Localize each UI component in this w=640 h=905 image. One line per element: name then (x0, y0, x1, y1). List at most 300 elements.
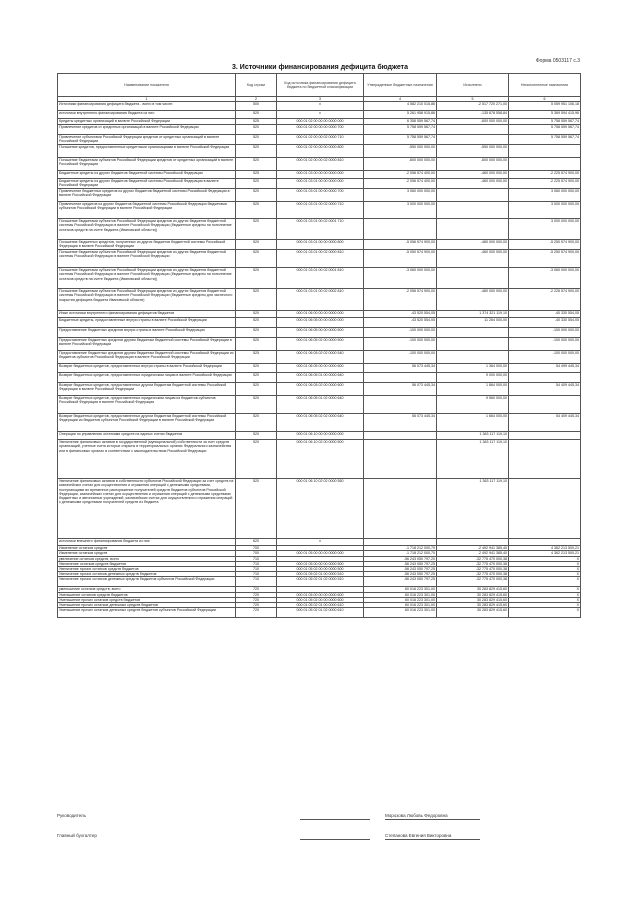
row-approved (364, 479, 437, 539)
financing-table (57, 73, 581, 618)
table-row (58, 432, 581, 440)
row-approved: -2 056 574 400,00 (364, 179, 437, 189)
row-unexecuted: -2 225 574 900,00 (509, 171, 581, 179)
table-row (58, 268, 581, 289)
table-row (58, 572, 581, 577)
row-name: Привлечение кредитов из других бюджетов бюджетной системы Российской Федерации бюджетами субъектов Российской Федерации в валюте Российской Федерации (58, 202, 236, 219)
row-code: 520 (236, 328, 277, 338)
row-code: 520 (236, 125, 277, 135)
header-source: Код источника финансирования дефицита бюджета по бюджетной классификации (277, 74, 364, 97)
row-unexecuted: -100 000 000,00 (509, 338, 581, 351)
row-code: 720 (236, 608, 277, 618)
row-source-code: 000 01 03 01 00 00 0000 800 (277, 240, 364, 250)
row-approved (364, 373, 437, 383)
table-row (58, 311, 581, 318)
row-name: Иные источники внутреннего финансирования дефицитов бюджетов (58, 311, 236, 318)
row-source-code: x (277, 111, 364, 119)
table-row (58, 603, 581, 608)
table-row (58, 202, 581, 219)
row-source-code: 000 01 03 01 00 02 0000 810 (277, 250, 364, 268)
row-executed: 1 374 321 119,10 (437, 311, 509, 318)
row-unexecuted (509, 145, 581, 158)
row-source-code: 000 01 05 02 01 02 0000 510 (277, 577, 364, 587)
row-unexecuted: 3 000 000 000,00 (509, 219, 581, 240)
head-name: Морозова Любовь Федоровна (385, 813, 448, 818)
row-unexecuted: X (509, 587, 581, 592)
row-code: 500 (236, 102, 277, 111)
row-unexecuted: 3 000 000 000,00 (509, 202, 581, 219)
accountant-signature-line (300, 839, 370, 840)
row-source-code: 000 01 02 00 00 00 0000 700 (277, 125, 364, 135)
row-executed: -460 000 000,00 (437, 250, 509, 268)
row-executed: -2 492 941 385,40 (437, 546, 509, 551)
page-title: 3. Источники финансирования дефицита бюджета (232, 64, 408, 71)
row-approved: 56 073 445,34 (364, 414, 437, 432)
table-row (58, 189, 581, 202)
row-code: 520 (236, 479, 277, 539)
row-name: Привлечение кредитов от кредитных организаций в валюте Российской Федерации (58, 125, 236, 135)
row-source-code: 000 01 05 02 01 00 0000 610 (277, 603, 364, 608)
row-unexecuted: -5 250 574 900,00 (509, 250, 581, 268)
row-approved: 5 261 958 915,86 (364, 111, 437, 119)
row-code: 710 (236, 572, 277, 577)
row-source-code: 000 01 03 01 00 02 0001 810 (277, 268, 364, 289)
row-source-code: 000 01 03 01 00 02 0001 710 (277, 219, 364, 240)
row-unexecuted: X (509, 567, 581, 572)
row-executed (437, 135, 509, 145)
row-executed: 30 283 829 415,60 (437, 603, 509, 608)
row-code: 520 (236, 202, 277, 219)
row-approved: -2 056 574 400,00 (364, 171, 437, 179)
table-row (58, 171, 581, 179)
row-executed (437, 268, 509, 289)
row-approved (364, 539, 437, 546)
row-source-code: 000 01 05 02 01 00 0000 510 (277, 572, 364, 577)
row-source-code: 000 01 05 02 01 02 0000 610 (277, 608, 364, 618)
row-source-code: 000 01 06 05 02 02 0000 640 (277, 414, 364, 432)
row-unexecuted: 54 409 445,34 (509, 414, 581, 432)
row-approved: -5 050 574 900,00 (364, 250, 437, 268)
row-unexecuted: -40 330 554,05 (509, 311, 581, 318)
row-code: 520 (236, 145, 277, 158)
table-row (58, 414, 581, 432)
row-name: источники внутреннего финансирования бюджета из них: (58, 111, 236, 119)
table-row (58, 440, 581, 479)
row-approved: -56 243 050 797,25 (364, 577, 437, 587)
row-executed: -480 000 000,00 (437, 240, 509, 250)
row-unexecuted (509, 158, 581, 171)
row-executed (437, 351, 509, 364)
row-name: Увеличение прочих остатков средств бюджетов (58, 567, 236, 572)
row-code: 520 (236, 318, 277, 328)
row-source-code: 000 01 06 05 01 00 0000 640 (277, 373, 364, 383)
row-name: источники внешнего финансирования бюджета из них: (58, 539, 236, 546)
row-executed: 9 000 000,00 (437, 373, 509, 383)
row-name: Уменьшение прочих остатков денежных средств бюджетов (58, 603, 236, 608)
table-row (58, 179, 581, 189)
col-number: 1 (58, 97, 236, 102)
table-row (58, 125, 581, 135)
row-unexecuted: -2 225 574 900,00 (509, 179, 581, 189)
row-code: 720 (236, 603, 277, 608)
head-label: Руководитель (57, 813, 86, 818)
row-source-code: 000 01 02 00 00 00 0000 000 (277, 119, 364, 125)
row-source-code: 000 01 06 05 01 02 0000 640 (277, 396, 364, 414)
row-source-code: 000 01 05 00 00 00 0000 600 (277, 592, 364, 597)
row-code: 720 (236, 592, 277, 597)
row-code: 520 (236, 158, 277, 171)
row-approved: 5 758 559 567,74 (364, 125, 437, 135)
row-name: Увеличение финансовых активов в собственности субъектов Российской Федерации за счет средств на казначейских счетах для осуществления и отражения операций с денежными средствами, поступающими во временное распоряжение получателей средств бюджетов субъектов Российской Федерации, казначейских счетах для осуществления и отражения операций с денежными средствами бюджетных и автономных учреждений, казначейских счетах для осуществления и отражения операций с денежными средствами получателей средств из бюджета (58, 479, 236, 539)
col-number: 5 (437, 97, 509, 102)
row-source-code: 000 01 06 05 02 02 0000 540 (277, 351, 364, 364)
row-name: Возврат бюджетных кредитов, предоставленных юридическим лицам в валюте Российской Федерации (58, 373, 236, 383)
row-code: 710 (236, 556, 277, 561)
table-row (58, 396, 581, 414)
table-row (58, 338, 581, 351)
row-approved: 6 358 559 567,74 (364, 119, 437, 125)
row-code: 520 (236, 396, 277, 414)
accountant-name-line (385, 839, 480, 840)
table-row (58, 328, 581, 338)
table-row (58, 608, 581, 618)
table-row (58, 111, 581, 119)
row-executed: -32 775 470 000,38 (437, 572, 509, 577)
table-row (58, 135, 581, 145)
row-unexecuted: -3 060 000 000,00 (509, 268, 581, 289)
row-executed: 1 363 117 119,10 (437, 479, 509, 539)
head-signature-line (300, 819, 370, 820)
row-approved: 60 016 223 301,00 (364, 603, 437, 608)
row-name: Бюджетные кредиты, предоставленные внутри страны в валюте Российской Федерации (58, 318, 236, 328)
row-source-code: 000 01 06 05 00 00 0000 000 (277, 318, 364, 328)
row-executed: -135 678 558,84 (437, 111, 509, 119)
row-code: 520 (236, 250, 277, 268)
row-executed: 9 560 000,00 (437, 396, 509, 414)
row-unexecuted: X (509, 597, 581, 602)
row-unexecuted (509, 373, 581, 383)
row-unexecuted: -40 330 554,05 (509, 318, 581, 328)
row-code: 710 (236, 567, 277, 572)
row-source-code: 000 01 03 01 00 02 0000 710 (277, 202, 364, 219)
row-name: Изменение остатков средств (58, 551, 236, 556)
row-code: 520 (236, 364, 277, 373)
row-name: Изменение остатков средств (58, 546, 236, 551)
row-name: Предоставление бюджетных кредитов другим бюджетам бюджетной системы Российской Федерации в валюте Российской Федерации (58, 338, 236, 351)
header-approved: Утвержденные бюджетные назначения (364, 74, 437, 97)
table-row (58, 383, 581, 396)
table-row (58, 102, 581, 111)
row-source-code: x (277, 102, 364, 111)
header-executed: Исполнено (437, 74, 509, 97)
row-source-code: 000 01 03 00 00 00 0000 000 (277, 171, 364, 179)
row-source-code: 000 01 06 10 02 00 0000 500 (277, 440, 364, 479)
row-source-code: 000 01 02 00 00 02 0000 710 (277, 135, 364, 145)
row-unexecuted: 4 362 213 500,21 (509, 551, 581, 556)
header-row (58, 74, 581, 97)
row-approved: 60 016 223 301,00 (364, 608, 437, 618)
row-source-code: 000 01 06 10 00 00 0000 000 (277, 432, 364, 440)
row-code: 620 (236, 539, 277, 546)
row-approved: 3 000 000 000,00 (364, 202, 437, 219)
row-name: Бюджетные кредиты из других бюджетов бюджетной системы Российской Федерации в валюте Российской Федерации (58, 179, 236, 189)
row-unexecuted: X (509, 592, 581, 597)
row-name: Погашение бюджетами субъектов Российской Федерации кредитов из других бюджетов бюджетной системы Российской Федерации в валюте Российской Федерации (бюджетные кредиты на пополнение остатков средств на счете бюджета (Ивановской области)) (58, 219, 236, 240)
row-code: 525 (236, 351, 277, 364)
row-code: 520 (236, 219, 277, 240)
table-row (58, 318, 581, 328)
row-unexecuted: 5 758 559 567,74 (509, 135, 581, 145)
table-row (58, 597, 581, 602)
row-name: Возврат бюджетных кредитов, предоставленных другим бюджетам бюджетной системы Российской Федерации из бюджетов субъектов Российской Федерации в валюте Российской Федерации (58, 414, 236, 432)
row-name: Возврат бюджетных кредитов, предоставленных юридическим лицам из бюджетов субъектов Российской Федерации в валюте Российской Федерации (58, 396, 236, 414)
row-source-code: 000 01 06 00 00 00 0000 000 (277, 311, 364, 318)
row-source-code: 000 01 05 00 00 00 0000 500 (277, 561, 364, 566)
row-executed: -600 000 000,00 (437, 158, 509, 171)
row-name: уменьшение остатков средств, всего (58, 587, 236, 592)
row-name: Уменьшение остатков средств бюджетов (58, 592, 236, 597)
row-code: 520 (236, 240, 277, 250)
row-code: 520 (236, 311, 277, 318)
row-approved (364, 440, 437, 479)
row-unexecuted: 5 758 559 567,74 (509, 125, 581, 135)
row-code: 520 (236, 440, 277, 479)
row-executed (437, 202, 509, 219)
row-unexecuted: X (509, 608, 581, 618)
row-name: Возврат бюджетных кредитов, предоставленных внутри страны в валюте Российской Федерации (58, 364, 236, 373)
row-unexecuted: 4 362 213 500,21 (509, 546, 581, 551)
row-source-code: 000 01 06 05 00 00 0000 600 (277, 364, 364, 373)
row-source-code: 000 01 06 10 02 02 0000 550 (277, 479, 364, 539)
row-code: 720 (236, 597, 277, 602)
row-executed: 1 363 117 119,10 (437, 432, 509, 440)
row-name: Погашение бюджетами субъектов Российской Федерации кредитов от кредитных организаций в валюте Российской Федерации (58, 158, 236, 171)
row-executed (437, 125, 509, 135)
row-code: 520 (236, 179, 277, 189)
row-executed: -32 775 470 000,38 (437, 561, 509, 566)
row-name: Привлечение субъектами Российской Федерации кредитов от кредитных организаций в валюте Российской Федерации (58, 135, 236, 145)
row-source-code: 000 01 06 05 00 00 0000 500 (277, 328, 364, 338)
row-executed (437, 219, 509, 240)
row-approved: 60 016 223 301,00 (364, 592, 437, 597)
table-row (58, 567, 581, 572)
col-number: 4 (364, 97, 437, 102)
row-approved: 60 016 223 301,00 (364, 587, 437, 592)
table-row (58, 240, 581, 250)
row-unexecuted (509, 479, 581, 539)
row-executed: 11 264 000,00 (437, 318, 509, 328)
row-source-code: 000 01 05 02 00 00 0000 600 (277, 597, 364, 602)
row-unexecuted: 54 409 445,34 (509, 383, 581, 396)
row-approved: -3 060 000 000,00 (364, 268, 437, 289)
row-unexecuted: -2 226 574 900,00 (509, 289, 581, 311)
row-executed: 30 283 829 415,60 (437, 587, 509, 592)
row-executed (437, 189, 509, 202)
row-name: Погашение бюджетами субъектов Российской Федерации кредитов из других бюджетов бюджетной системы Российской Федерации в валюте Российской Федерации (58, 250, 236, 268)
row-approved: -56 243 050 797,25 (364, 561, 437, 566)
table-row (58, 373, 581, 383)
row-code: 520 (236, 338, 277, 351)
row-source-code: 000 01 06 05 02 00 0000 600 (277, 383, 364, 396)
row-name: Предоставление бюджетных кредитов внутри страны в валюте Российской Федерации (58, 328, 236, 338)
row-approved: -43 520 554,05 (364, 318, 437, 328)
table-row (58, 158, 581, 171)
row-name: Возврат бюджетных кредитов, предоставленных другим бюджетам бюджетной системы Российской Федерации в валюте Российской Федерации (58, 383, 236, 396)
row-executed: -32 775 470 000,38 (437, 567, 509, 572)
row-name: Операции по управлению остатками средств на единых счетах бюджетов (58, 432, 236, 440)
row-name: Погашение кредитов, предоставленных кредитными организациями в валюте Российской Федерации (58, 145, 236, 158)
row-unexecuted (509, 440, 581, 479)
col-number: 3 (277, 97, 364, 102)
row-name: Уменьшение прочих остатков денежных средств бюджетов субъектов Российской Федерации (58, 608, 236, 618)
row-unexecuted: X (509, 577, 581, 587)
row-source-code: 000 01 05 02 00 00 0000 500 (277, 567, 364, 572)
row-name: Предоставление бюджетных кредитов другим бюджетам бюджетной системы Российской Федерации из бюджетов субъектов Российской Федерации в валюте Российской Федерации (58, 351, 236, 364)
head-name-line (385, 819, 480, 820)
row-executed: 1 864 000,00 (437, 383, 509, 396)
row-unexecuted: -5 250 574 900,00 (509, 240, 581, 250)
row-executed: -32 775 470 000,38 (437, 556, 509, 561)
row-approved: -550 000 000,00 (364, 145, 437, 158)
row-executed: 30 283 829 415,60 (437, 592, 509, 597)
row-code: 520 (236, 414, 277, 432)
row-unexecuted: X (509, 572, 581, 577)
row-name: Кредиты кредитных организаций в валюте Российской Федерации (58, 119, 236, 125)
row-approved: -1 718 212 000,70 (364, 546, 437, 551)
row-source-code: 000 01 03 01 00 00 0000 700 (277, 189, 364, 202)
row-approved: 3 060 000 000,00 (364, 189, 437, 202)
row-executed: -32 775 470 000,38 (437, 577, 509, 587)
row-code: 525 (236, 119, 277, 125)
row-approved: -5 056 574 900,00 (364, 240, 437, 250)
row-code: 520 (236, 135, 277, 145)
table-row (58, 289, 581, 311)
row-approved: -2 056 574 900,00 (364, 289, 437, 311)
row-approved: -43 520 554,05 (364, 311, 437, 318)
row-name: Бюджетные кредиты из других бюджетов бюджетной системы Российской Федерации (58, 171, 236, 179)
row-code: 520 (236, 373, 277, 383)
row-code: 520 (236, 189, 277, 202)
form-code: Форма 0503117 с.3 (535, 58, 580, 64)
row-executed: -460 000 000,00 (437, 171, 509, 179)
row-name: Погашение бюджетами субъектов Российской Федерации кредитов из других бюджетов бюджетной системы Российской Федерации в валюте Российской Федерации (бюджетные кредиты для частичного покрытия дефицита бюджета Ивановской области) (58, 289, 236, 311)
row-executed: 30 283 829 415,60 (437, 608, 509, 618)
accountant-label: Главный бухгалтер (57, 833, 97, 838)
row-name: Уменьшение прочих остатков средств бюджетов (58, 597, 236, 602)
row-executed: -2 517 720 271,00 (437, 102, 509, 111)
row-name: Увеличение финансовых активов в государственной (муниципальной) собственности за счет средств организаций, учетные счета которых открыты в территориальных органах Федерального казначейства или в финансовых органах в соответствии с законодательством Российской Федерации (58, 440, 236, 479)
table-row (58, 351, 581, 364)
row-executed (437, 338, 509, 351)
row-source-code: 000 01 03 01 00 00 0000 000 (277, 179, 364, 189)
row-executed: 1 664 000,00 (437, 414, 509, 432)
row-approved: 5 758 559 567,74 (364, 135, 437, 145)
row-executed: 1 363 117 119,10 (437, 440, 509, 479)
row-executed (437, 328, 509, 338)
row-executed (437, 539, 509, 546)
row-code: 700 (236, 551, 277, 556)
row-approved (364, 432, 437, 440)
row-approved: 4 582 210 015,86 (364, 102, 437, 111)
row-name: Увеличение прочих остатков денежных средств бюджетов (58, 572, 236, 577)
row-name: увеличение остатков средств, всего (58, 556, 236, 561)
row-executed: 1 364 000,00 (437, 364, 509, 373)
row-approved: -100 000 000,00 (364, 328, 437, 338)
row-approved: -1 718 212 000,70 (364, 551, 437, 556)
table-row (58, 479, 581, 539)
row-unexecuted: X (509, 603, 581, 608)
row-unexecuted: -100 000 000,00 (509, 328, 581, 338)
header-code: Код строки (236, 74, 277, 97)
table-row (58, 364, 581, 373)
row-executed: -600 000 000,00 (437, 119, 509, 125)
row-unexecuted (509, 396, 581, 414)
row-unexecuted: 5 758 559 567,74 (509, 119, 581, 125)
row-approved: -56 243 050 797,25 (364, 572, 437, 577)
row-name: Погашение бюджетных кредитов, полученных из других бюджетов бюджетной системы Российской Федерации в валюте Российской Федерации (58, 240, 236, 250)
row-approved: 56 073 445,34 (364, 383, 437, 396)
row-executed: -2 492 941 385,40 (437, 551, 509, 556)
row-unexecuted (509, 432, 581, 440)
table-row (58, 250, 581, 268)
row-approved: -56 243 050 797,20 (364, 556, 437, 561)
row-source-code: 000 01 02 00 00 00 0000 800 (277, 145, 364, 158)
row-executed: -550 000 000,00 (437, 145, 509, 158)
col-number: 2 (236, 97, 277, 102)
row-name: Привлечение бюджетных кредитов из других бюджетов бюджетной системы Российской Федерации в валюте Российской Федерации (58, 189, 236, 202)
row-approved: -100 000 000,00 (364, 338, 437, 351)
row-approved (364, 396, 437, 414)
row-name: Источники финансирования дефицита бюджета - всего в том числе: (58, 102, 236, 111)
row-approved: 56 073 445,34 (364, 364, 437, 373)
row-unexecuted: 54 499 445,34 (509, 364, 581, 373)
row-code: 720 (236, 587, 277, 592)
row-executed: 30 283 829 415,60 (437, 597, 509, 602)
header-name: Наименование показателя (58, 74, 236, 97)
accountant-name: Степанова Евгения Викторовна (385, 833, 452, 838)
table-row (58, 539, 581, 546)
table-row (58, 219, 581, 240)
row-code: 520 (236, 111, 277, 119)
row-executed: -480 000 000,00 (437, 289, 509, 311)
table-row (58, 145, 581, 158)
row-source-code: 000 01 05 00 00 00 0000 000 (277, 551, 364, 556)
row-code: 520 (236, 289, 277, 311)
row-unexecuted: 5 369 594 415,96 (509, 111, 581, 119)
row-unexecuted (509, 539, 581, 546)
row-approved: 60 016 223 301,00 (364, 597, 437, 602)
row-approved: -100 000 000,00 (364, 351, 437, 364)
row-approved: -56 243 050 797,25 (364, 567, 437, 572)
row-approved: -600 000 000,00 (364, 158, 437, 171)
row-code: 525 (236, 171, 277, 179)
col-number: 6 (509, 97, 581, 102)
row-code: 520 (236, 268, 277, 289)
row-name: Погашение бюджетами субъектов Российской Федерации кредитов из других бюджетов бюджетной системы Российской Федерации в валюте Российской Федерации (бюджетные кредиты на пополнение остатков средств на счете бюджета (Ивановской области)) (58, 268, 236, 289)
row-unexecuted: -100 000 000,00 (509, 351, 581, 364)
row-code: 710 (236, 561, 277, 566)
row-code: 710 (236, 577, 277, 587)
row-unexecuted: 5 059 951 106,18 (509, 102, 581, 111)
row-code: 520 (236, 383, 277, 396)
table-row (58, 577, 581, 587)
row-approved (364, 219, 437, 240)
row-source-code: 000 01 02 00 00 02 0000 810 (277, 158, 364, 171)
row-name: Увеличение остатков средств бюджетов (58, 561, 236, 566)
row-unexecuted: X (509, 556, 581, 561)
row-code: 700 (236, 546, 277, 551)
row-source-code: 000 01 06 05 02 00 0000 500 (277, 338, 364, 351)
